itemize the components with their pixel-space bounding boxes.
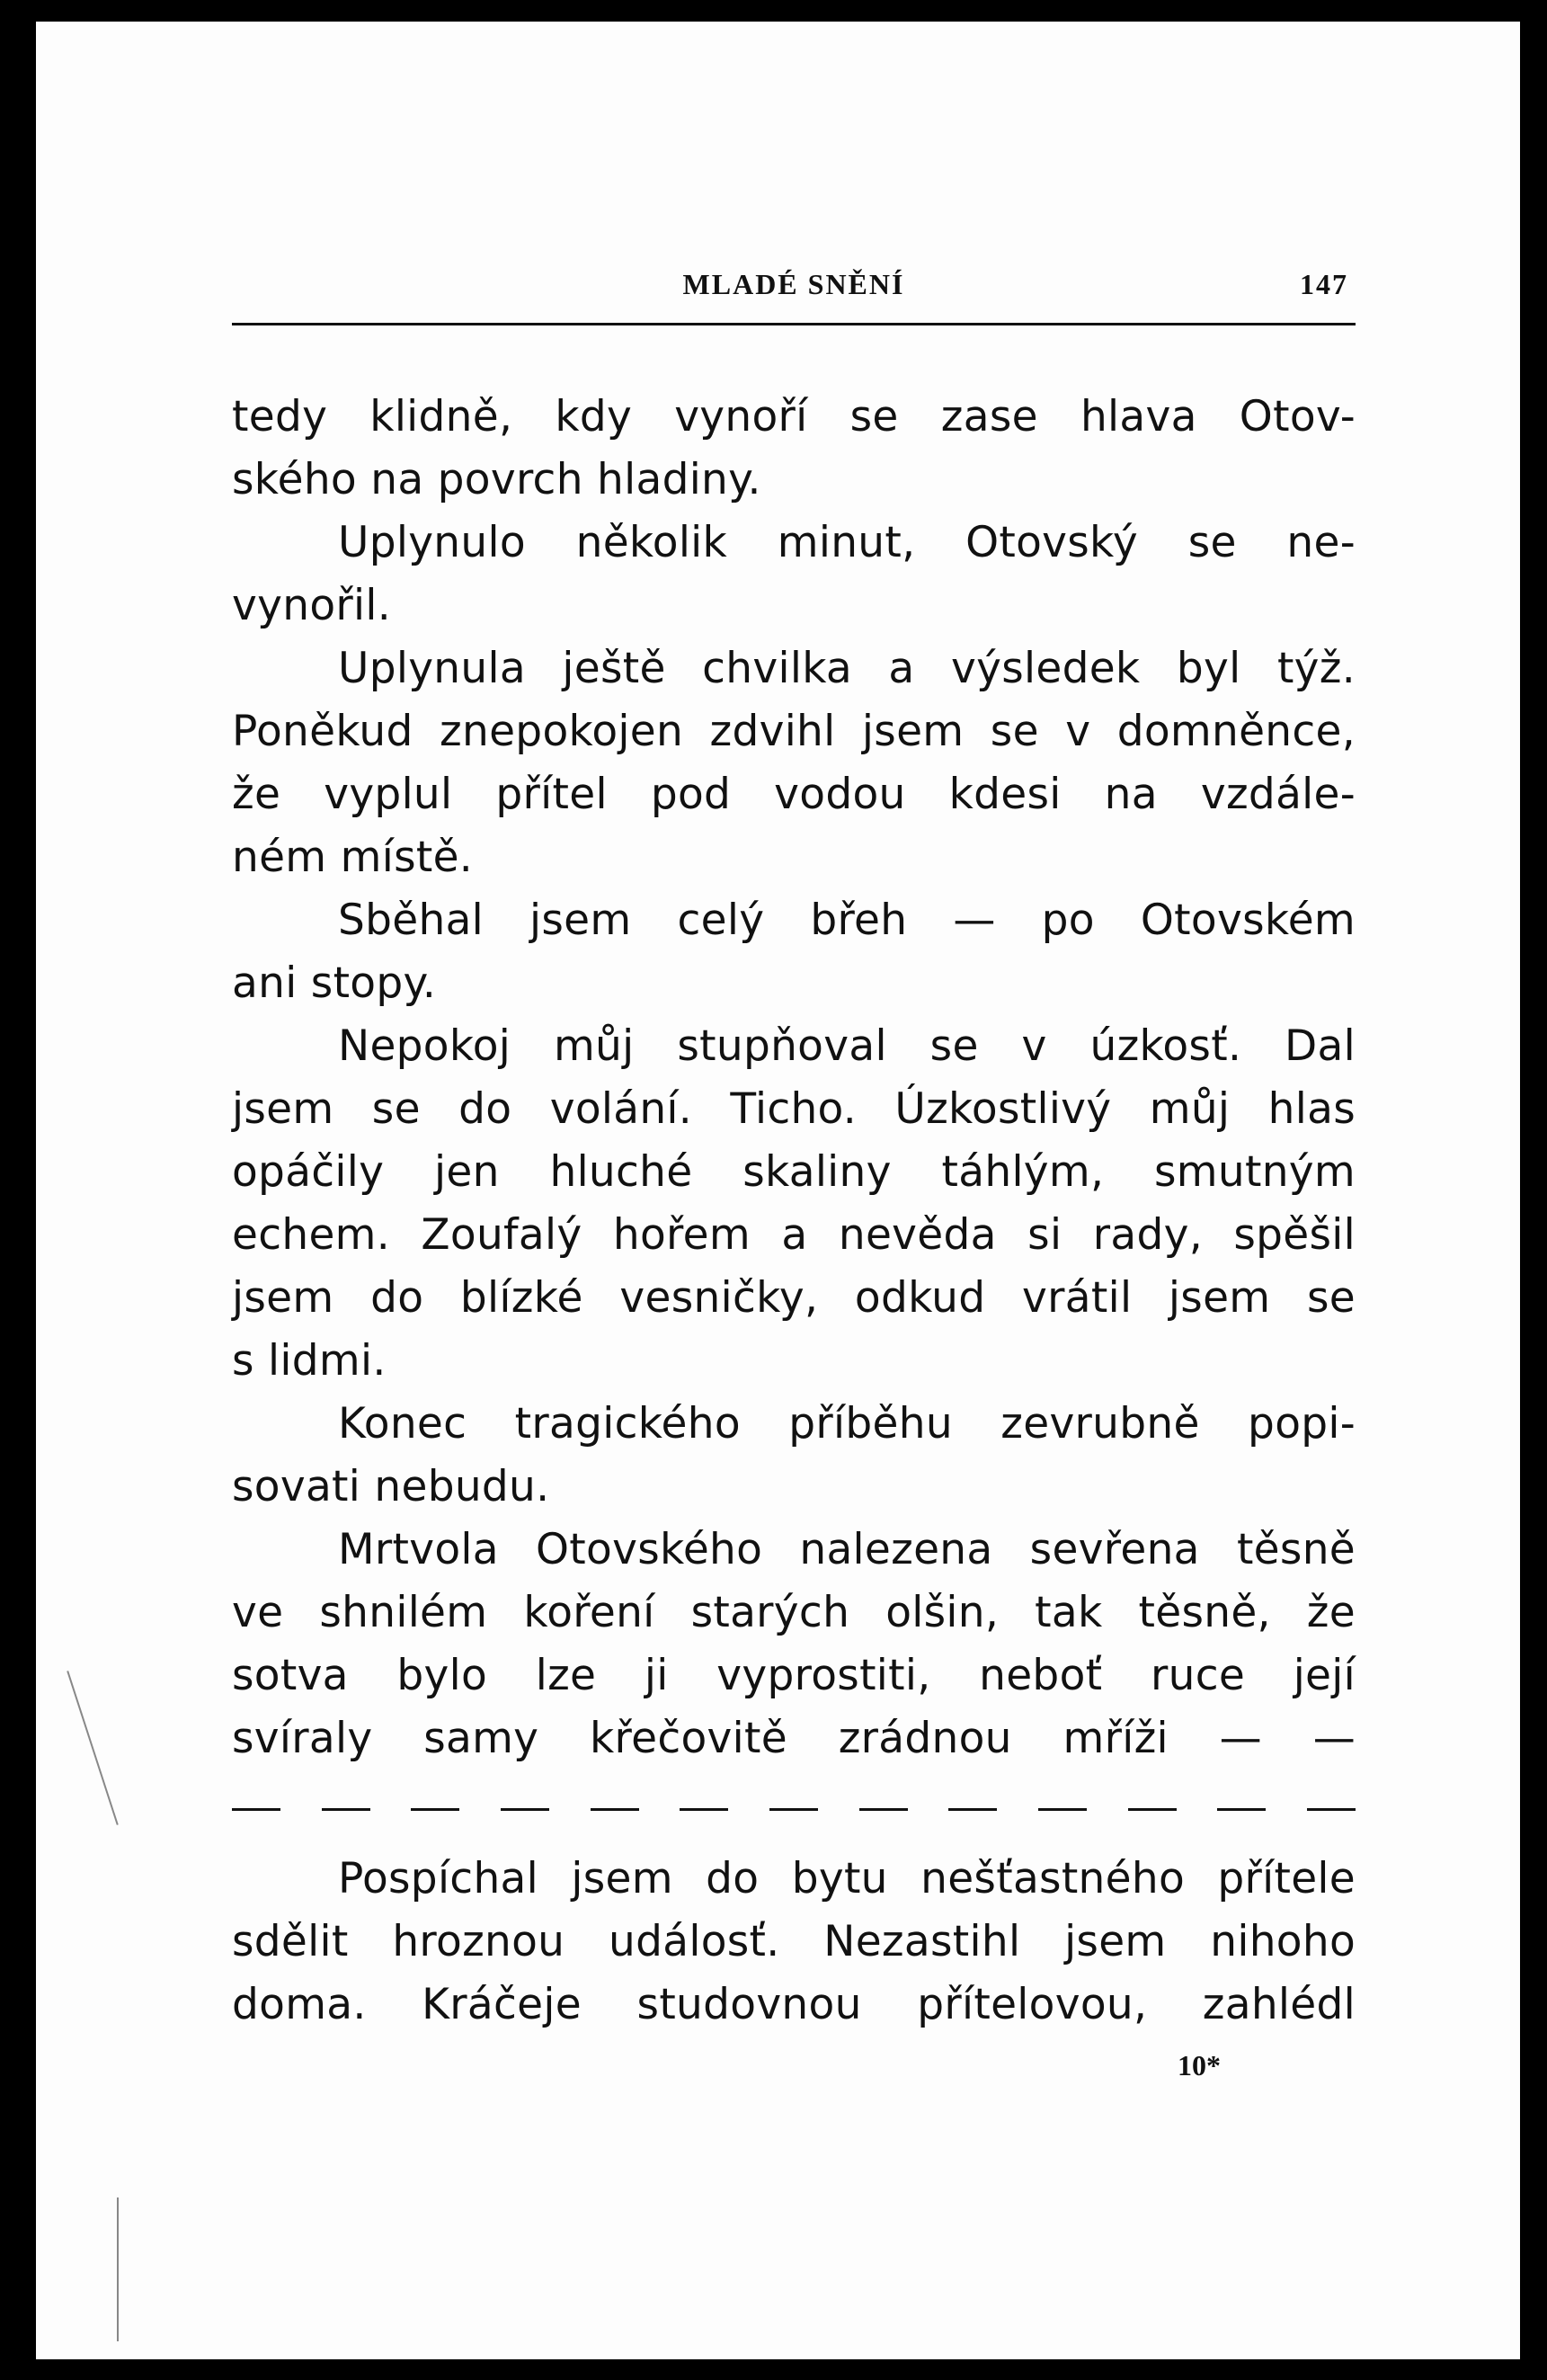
signature-mark: 10* [1178, 2049, 1221, 2081]
text-line: ném místě. [232, 833, 474, 882]
dash [948, 1808, 997, 1811]
text-line: Pospíchal jsem do bytu nešťastného přítele [338, 1854, 1356, 1903]
page-number: 147 [1300, 268, 1348, 300]
section-break-dashes [232, 1778, 1356, 1841]
text-line: Nepokoj můj stupňoval se v úzkosť. Dal [338, 1021, 1356, 1071]
text-line: jsem se do volání. Ticho. Úzkostlivý můj hlas [232, 1084, 1356, 1134]
dash [232, 1808, 280, 1811]
text-line: ského na povrch hladiny. [232, 455, 761, 504]
running-title: MLADÉ SNĚNÍ [682, 268, 905, 300]
dash [411, 1808, 459, 1811]
scan-scratch [117, 2197, 119, 2341]
text-line: vynořil. [232, 581, 391, 630]
dash [1217, 1808, 1266, 1811]
dash [859, 1808, 908, 1811]
text-line: Mrtvola Otovského nalezena sevřena těsně [338, 1525, 1356, 1574]
text-line: Uplynulo několik minut, Otovský se ne- [338, 518, 1356, 567]
text-line: opáčily jen hluché skaliny táhlým, smutným [232, 1147, 1356, 1197]
text-line: Uplynula ještě chvilka a výsledek byl týž. [338, 644, 1356, 693]
text-line: Poněkud znepokojen zdvihl jsem se v domněnce, [232, 707, 1356, 756]
header-rule [232, 323, 1356, 325]
text-line: jsem do blízké vesničky, odkud vrátil jsem se [232, 1273, 1356, 1323]
text-line: svíraly samy křečovitě zrádnou mříži — — [232, 1714, 1356, 1763]
text-line: s lidmi. [232, 1336, 387, 1386]
text-line: ani stopy. [232, 958, 437, 1008]
text-line: sovati nebudu. [232, 1462, 550, 1511]
text-line: sdělit hroznou událosť. Nezastihl jsem nihoho [232, 1917, 1356, 1966]
dash [1307, 1808, 1356, 1811]
text-line: ve shnilém koření starých olšin, tak těsně, že [232, 1588, 1356, 1637]
book-page [36, 22, 1520, 2359]
running-header [232, 264, 1356, 300]
dash [680, 1808, 728, 1811]
text-line: echem. Zoufalý hořem a nevěda si rady, spěšil [232, 1210, 1356, 1260]
scan-scratch [67, 1671, 119, 1825]
text-line: tedy klidně, kdy vynoří se zase hlava Otov- [232, 392, 1356, 441]
text-line: sotva bylo lze ji vyprostiti, neboť ruce její [232, 1651, 1356, 1700]
text-line: že vyplul přítel pod vodou kdesi na vzdále- [232, 770, 1356, 819]
dash [591, 1808, 639, 1811]
body-text [232, 386, 1356, 2037]
dash [1038, 1808, 1087, 1811]
dash [501, 1808, 549, 1811]
text-line: Konec tragického příběhu zevrubně popi- [338, 1399, 1356, 1449]
dash [322, 1808, 370, 1811]
text-line: doma. Kráčeje studovnou přítelovou, zahlédl [232, 1980, 1356, 2029]
dash [1128, 1808, 1177, 1811]
text-line: Sběhal jsem celý břeh — po Otovském [338, 896, 1356, 945]
dash [769, 1808, 818, 1811]
